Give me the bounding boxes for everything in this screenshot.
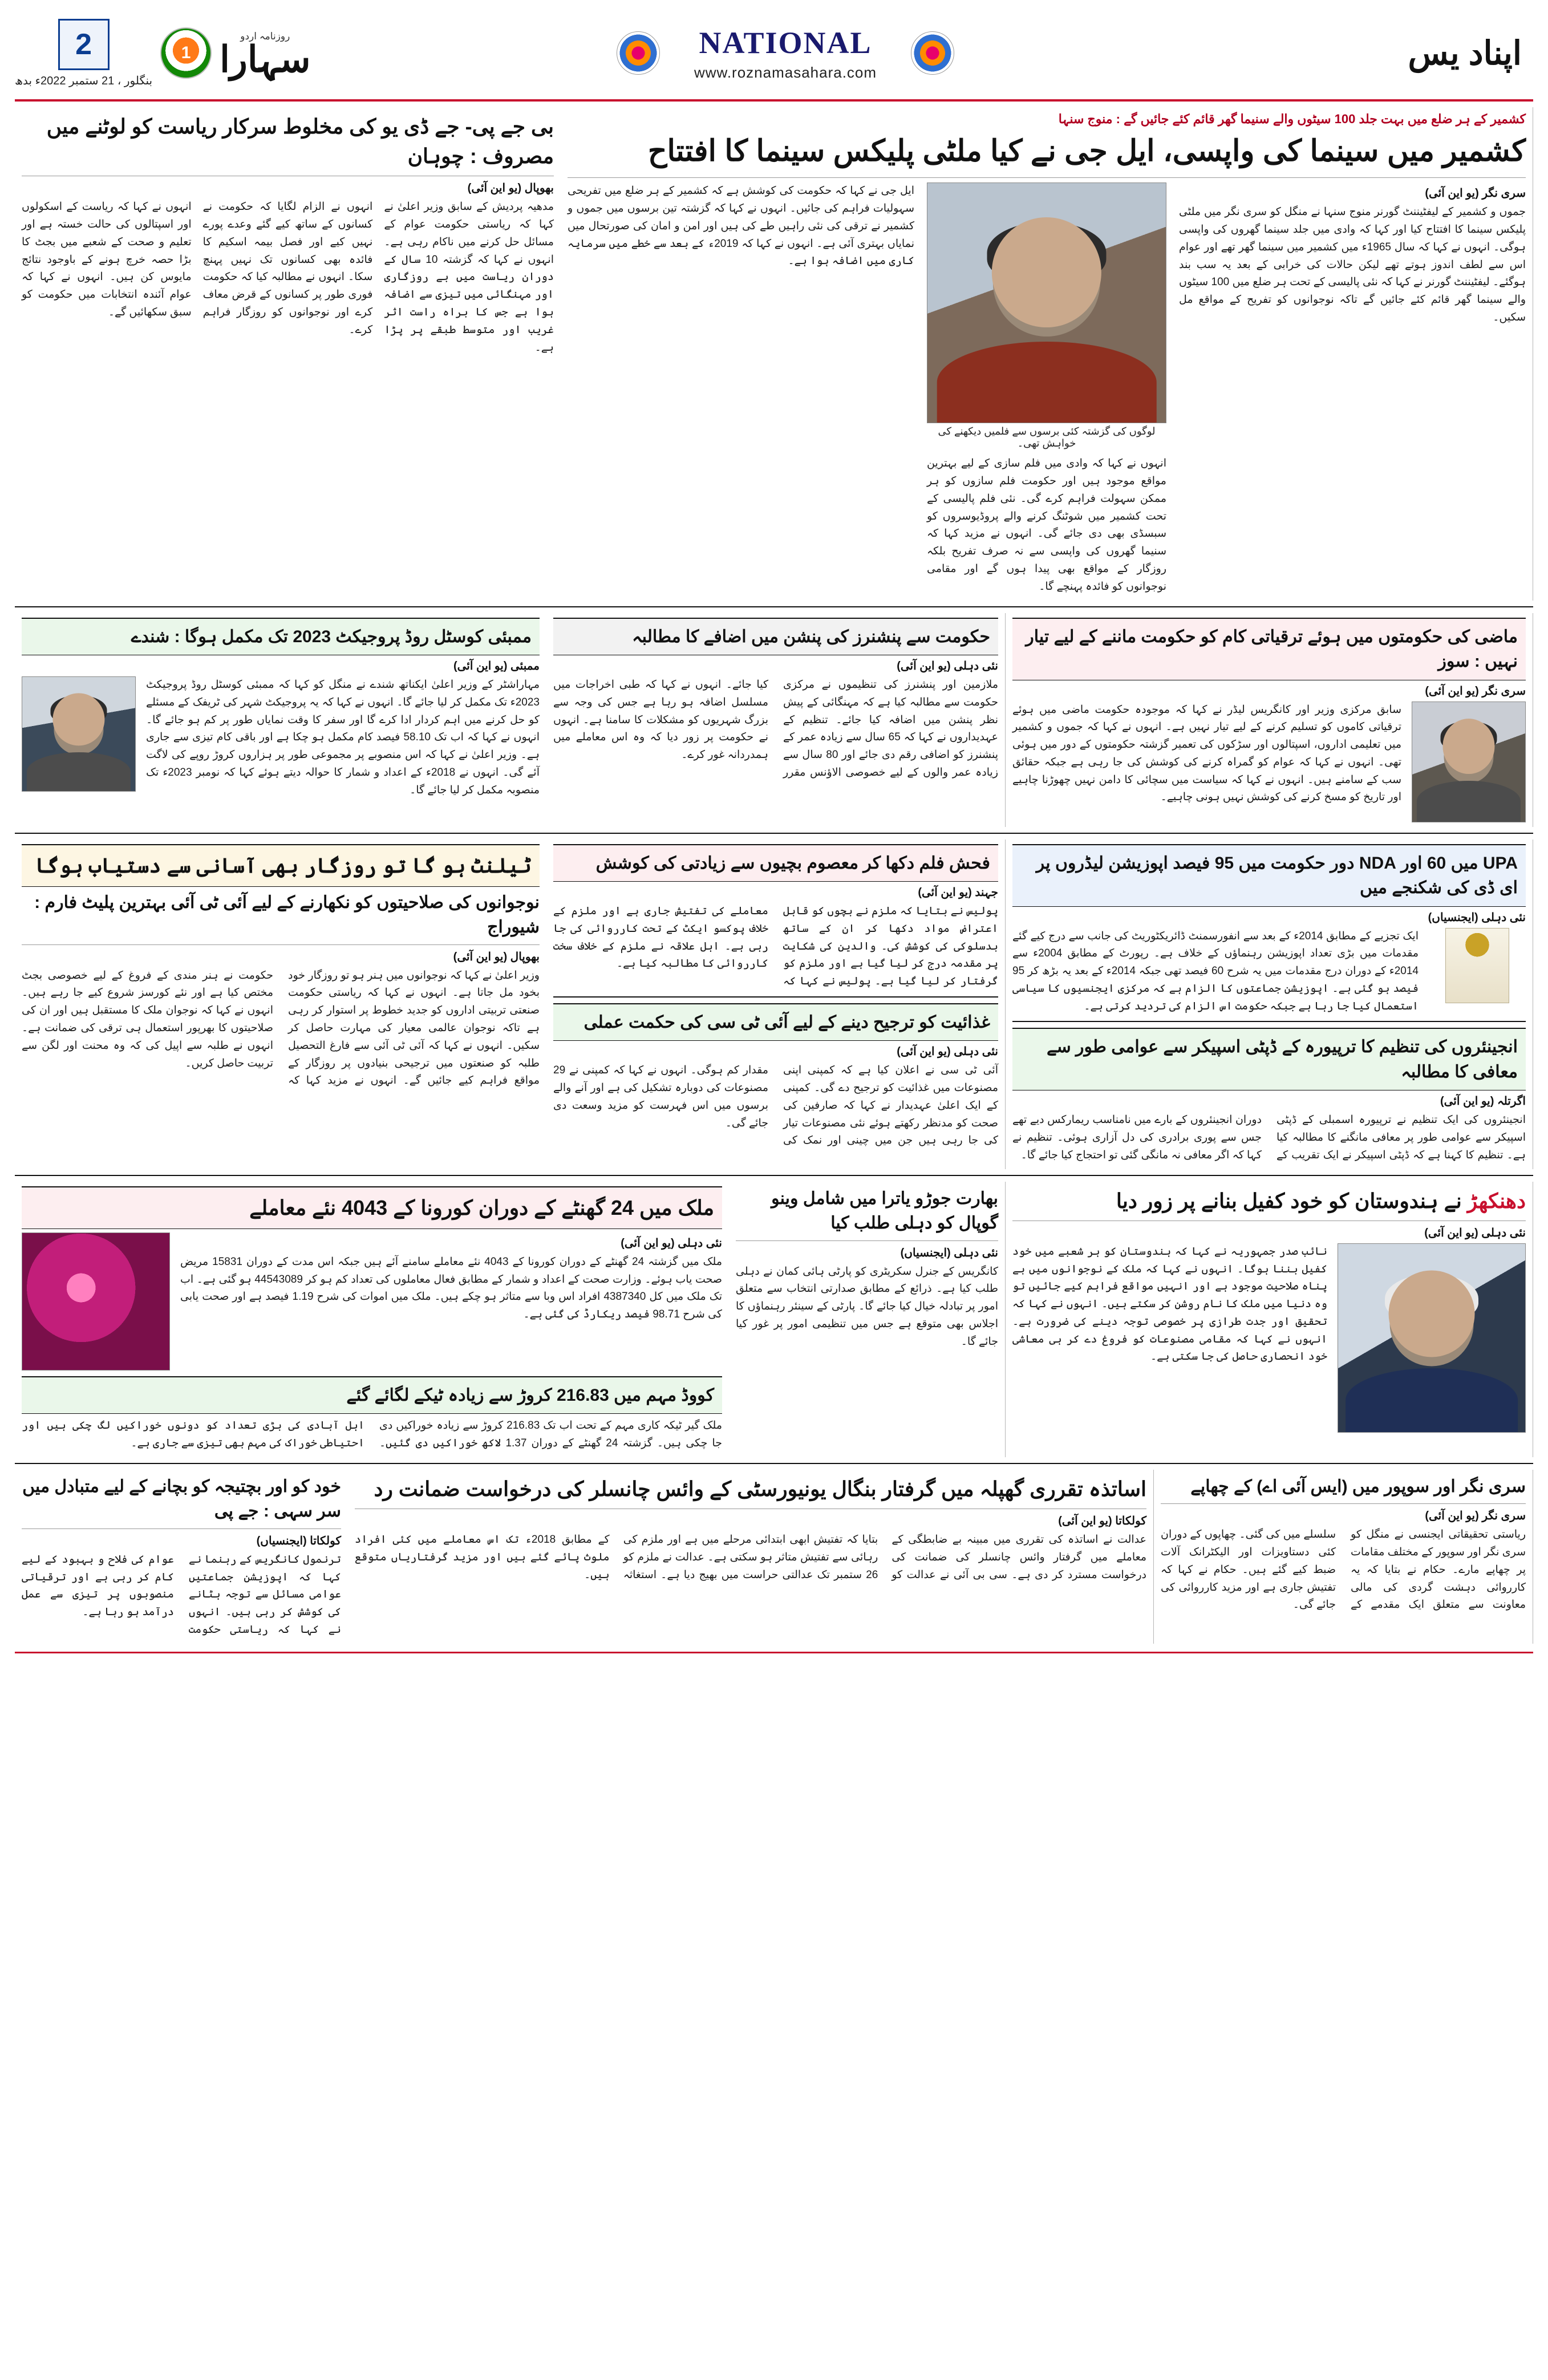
apna-des-title: اپناد یس: [1408, 35, 1522, 72]
masthead-left-logo: [15, 10, 334, 96]
article-dhankhar-byline: نئی دہلی (یو این آئی): [1424, 1226, 1526, 1239]
article-coastal-road-body: مہاراشٹر کے وزیر اعلیٰ ایکناتھ شندے نے منگل کو کہا کہ ممبئی کوسٹل روڈ پروجیکٹ 2023ء تک مکمل کر لیا جائے گا۔ انہوں نے کہا کہ یہ پروجیکٹ شہر کی ٹریفک کے مسئلے کو حل کرنے میں اہم کردار ادا کرے گا اور سفر کا وقت نمایاں طور پر کم ہو جائے گا۔ انہوں نے کہا کہ اب تک 58.10 فیصد کام مکمل ہو چکا ہے اور باقی کام تیزی سے جاری ہے۔ وزیر اعلیٰ نے کہا کہ اس منصوبے پر مجموعی طور پر ہزاروں کروڑ روپے کی لاگت آئے گی۔ انہوں نے 2018ء کے اعداد و شمار کا حوالہ دیتے ہوئے کہا کہ نومبر 2023ء تک منصوبہ مکمل کر لیا جائے گا۔: [146, 679, 540, 796]
article-itc-nutrition-byline: نئی دہلی (یو این آئی): [897, 1045, 998, 1059]
article-bjp-jdu-col2: انہوں نے الزام لگایا کہ حکومت نے کسانوں کے ساتھ کیے گئے وعدے پورے نہیں کیے اور فصل بیمہ اسکیم کا فائدہ بھی کسانوں تک نہیں پہنچ سکا۔ انہوں نے مطالبہ کیا کہ حکومت فوری طور پر کسانوں کے قرض معاف کرے اور نوجوانوں کو روزگار فراہم کرے۔: [202, 201, 373, 336]
article-cinema-photo: [927, 183, 1166, 423]
article-pension-headline: حکومت سے پنشنرز کی پنشن میں اضافے کا مطالبہ: [553, 618, 998, 656]
footer-rule: [15, 1652, 1533, 1653]
article-covid: [15, 1182, 729, 1457]
band-3: [15, 840, 1533, 1169]
article-obscene-film-body: پولیس نے بتایا کہ ملزم نے بچوں کو قابل اعتراض مواد دکھا کر ان کے ساتھ بدسلوکی کی کوشش کی۔ والدین کی شکایت پر مقدمہ درج کر لیا گیا ہے اور ملزم کو گرفتار کر لیا گیا ہے۔ پولیس نے کہا کہ معاملے کی تفتیش جاری ہے اور ملزم کے خلاف پوکسو ایکٹ کے تحت کارروائی کی جا رہی ہے۔ اہل علاقہ نے ملزم کے خلاف سخت کارروائی کا مطالبہ کیا ہے۔: [553, 905, 998, 988]
masthead-right-title: [1237, 10, 1533, 96]
article-obscene-film-headline: فحش فلم دکھا کر معصوم بچیوں سے زیادتی کی کوشش: [553, 844, 998, 882]
masthead-center: [334, 10, 1237, 96]
article-cinema-headline: کشمیر میں سینما کی واپسی، ایل جی نے کیا ملٹی پلیکس سینما کا افتتاح: [647, 135, 1526, 168]
article-itc-nutrition-headline: غذائیت کو ترجیح دینے کے لیے آئی ٹی سی کی حکمت عملی: [553, 1003, 998, 1041]
article-dhankhar-body: نائب صدر جمہوریہ نے کہا کہ ہندوستان کو ہر شعبے میں خود کفیل بننا ہوگا۔ انہوں نے کہا کہ ملک کے نوجوانوں میں بے پناہ صلاحیت موجود ہے اور انہیں مواقع فراہم کیے جائیں تو وہ دنیا میں ملک کا نام روشن کر سکتے ہیں۔ انہوں نے کہا کہ تحقیق اور جدت طرازی پر خصوصی توجہ دینے کی ضرورت ہے۔ انہوں نے کہا کہ مقامی مصنوعات کو فروغ دے کر ہی معاشی خود انحصاری حاصل کی جا سکتی ہے۔: [1012, 1245, 1327, 1363]
article-soz-byline: سری نگر (یو این آئی): [1425, 684, 1526, 698]
article-vc-bail-byline: کولکاتا (یو این آئی): [1058, 1515, 1146, 1528]
article-talent: [15, 840, 546, 1169]
coronavirus-photo: [22, 1232, 170, 1371]
article-bjp-jdu-col1: مدھیہ پردیش کے سابق وزیر اعلیٰ نے کہا کہ ریاستی حکومت عوام کے مسائل حل کرنے میں ناکام رہی ہے۔ انہوں نے کہا کہ گزشتہ 10 سال کے دوران ریاست میں بے روزگاری اور مہنگائی میں تیزی سے اضافہ ہوا ہے جس کا براہ راست اثر غریب اور متوسط طبقے پر پڑا ہے۔: [384, 201, 554, 354]
article-bengal-statement-body: ترنمول کانگریس کے رہنما نے کہا کہ اپوزیشن جماعتیں عوامی مسائل سے توجہ ہٹانے کی کوشش کر رہی ہیں۔ انہوں نے کہا کہ ریاستی حکومت عوام کی فلاح و بہبود کے لیے کام کر رہی ہے اور ترقیاتی منصوبوں پر تیزی سے عمل درآمد ہو رہا ہے۔: [22, 1553, 341, 1636]
article-talent-headline: ٹیلنٹ ہو گا تو روزگار بھی آسانی سے دستیاب ہوگا: [22, 844, 540, 887]
article-bjp-jdu-headline: بی جے پی- جے ڈی یو کی مخلوط سرکار ریاست کو لوٹنے میں مصروف : چوہان: [46, 115, 554, 168]
article-venugopal-headline: بھارت جوڑو یاترا میں شامل وینو گوپال کو دہلی طلب کیا: [771, 1189, 998, 1233]
article-ed-cases: [1006, 840, 1533, 1169]
article-pension: [546, 613, 1006, 827]
article-cinema-body-left: ایل جی نے کہا کہ حکومت کی کوشش ہے کہ کشمیر کے ہر ضلع میں تفریحی سہولیات فراہم کی جائیں۔ انہوں نے کہا کہ گزشتہ تین برسوں میں جموں و کشمیر نے ترقی کی نئی راہیں طے کی ہیں اور امن و امان کی صورتحال میں نمایاں بہتری آئی ہے۔ انہوں نے کہا کہ 2019ء کے بعد سے خطے میں سرمایہ کاری میں اضافہ ہوا ہے۔: [568, 185, 914, 267]
website-url[interactable]: www.roznamasahara.com: [694, 63, 877, 81]
dateline: بنگلور ، 21 ستمبر 2022ء بدھ: [15, 74, 153, 87]
article-engineers-body: انجینئروں کی ایک تنظیم نے ترپیورہ اسمبلی کے ڈپٹی اسپیکر سے عوامی طور پر معافی مانگنے کا مطالبہ کیا ہے۔ تنظیم کا کہنا ہے کہ ڈپٹی اسپیکر نے ایک تقریب کے دوران انجینئروں کے بارے میں نامناسب ریمارکس دیے تھے جس سے پوری برادری کی دل آزاری ہوئی۔ تنظیم نے کہا کہ اگر معافی نہ مانگی گئی تو احتجاج کیا جائے گا۔: [1012, 1114, 1526, 1161]
section-title: NATIONAL: [699, 25, 872, 60]
article-sia-raids-headline: سری نگر اور سوپور میں (ایس آئی اے) کے چھاپے: [1190, 1477, 1526, 1496]
article-dhankhar-headline-prefix: دھنکھڑ: [1467, 1189, 1526, 1213]
article-talent-body: وزیر اعلیٰ نے کہا کہ نوجوانوں میں ہنر ہو تو روزگار خود بخود مل جاتا ہے۔ انہوں نے کہا کہ ریاستی حکومت صنعتی تربیتی اداروں کو جدید خطوط پر استوار کر رہی ہے تاکہ نوجوان عالمی معیار کی مہارت حاصل کر سکیں۔ انہوں نے کہا کہ آئی ٹی آئی سے فارغ التحصیل طلبہ کو صنعتوں میں ترجیحی بنیادوں پر روزگار کے مواقع فراہم کیے جائیں گے۔ انہوں نے مزید کہا کہ حکومت نے ہنر مندی کے فروغ کے لیے خصوصی بجٹ مختص کیا ہے اور نئے کورسز شروع کیے جا رہے ہیں۔ انہوں نے کہا کہ نوجوان ملک کا مستقبل ہیں اور ان کی صلاحیتوں کا بھرپور استعمال ہی ترقی کی ضمانت ہے۔ انہوں نے طلبہ سے اپیل کی کہ وہ محنت اور لگن سے تربیت حاصل کریں۔: [22, 969, 540, 1087]
article-itc-nutrition-body: آئی ٹی سی نے اعلان کیا ہے کہ کمپنی اپنی مصنوعات میں غذائیت کو ترجیح دے گی۔ کمپنی کے ایک اعلیٰ عہدیدار نے کہا کہ صارفین کی صحت کو مدنظر رکھتے ہوئے نئی مصنوعات تیار کی جا رہی ہیں جن میں چینی اور نمک کی مقدار کم ہوگی۔ انہوں نے کہا کہ کمپنی نے 29 مصنوعات کی دوبارہ تشکیل کی ہے اور آنے والے برسوں میں اس فہرست کو مزید وسعت دی جائے گی۔: [553, 1064, 998, 1147]
article-covid-sub-headline: کووڈ مہم میں 216.83 کروڑ سے زیادہ ٹیکے لگائے گئے: [22, 1376, 722, 1414]
page-number: 2: [58, 19, 110, 70]
article-dhankhar-photo: [1338, 1243, 1526, 1433]
article-bjp-jdu: [15, 107, 561, 601]
article-cinema: [561, 107, 1533, 601]
article-vc-bail-body: عدالت نے اساتذہ کی تقرری میں مبینہ بے ضابطگی کے معاملے میں گرفتار وائس چانسلر کی ضمانت کی درخواست مسترد کر دی ہے۔ سی بی آئی نے عدالت کو بتایا کہ تفتیش ابھی ابتدائی مرحلے میں ہے اور ملزم کی رہائی سے تفتیش متاثر ہو سکتی ہے۔ عدالت نے ملزم کو 26 ستمبر تک عدالتی حراست میں بھیج دیا ہے۔ استغاثہ کے مطابق 2018ء تک اس معاملے میں کئی افراد ملوث پائے گئے ہیں اور مزید گرفتاریاں متوقع ہیں۔: [355, 1534, 1146, 1581]
article-soz: [1006, 613, 1533, 827]
band-2: [15, 613, 1533, 827]
article-bengal-statement-byline: کولکاتا (ایجنسیاں): [256, 1534, 341, 1547]
article-dhankhar: [1006, 1182, 1533, 1457]
article-bjp-jdu-col3: انہوں نے کہا کہ ریاست کے اسکولوں اور اسپتالوں کی حالت خستہ ہے اور تعلیم و صحت کے شعبے میں بجٹ کا بڑا حصہ خرچ ہونے کے باوجود نتائج مایوس کن ہیں۔ انہوں نے کہا کہ عوام آئندہ انتخابات میں حکومت کو سبق سکھائیں گے۔: [21, 201, 192, 318]
article-covid-byline: نئی دہلی (یو این آئی): [621, 1236, 722, 1250]
article-sia-raids-byline: سری نگر (یو این آئی): [1425, 1510, 1526, 1523]
article-ed-cases-byline: نئی دہلی (ایجنسیاں): [1428, 911, 1526, 924]
paper-name: سہارا: [220, 38, 311, 80]
masthead: [15, 10, 1533, 102]
national-emblem-icon: [1445, 928, 1509, 1003]
article-soz-body: سابق مرکزی وزیر اور کانگریس لیڈر نے کہا کہ موجودہ حکومت ماضی میں ہوئے ترقیاتی کاموں کو تسلیم کرنے کے لیے تیار نہیں ہے۔ انہوں نے کہا کہ جموں و کشمیر میں تعلیمی اداروں، اسپتالوں اور سڑکوں کی تعمیر گزشتہ حکومتوں کے دور میں ہوئی تھی۔ انہوں نے کہا کہ عوام کو گمراہ کرنے کی کوشش کی جا رہی ہے جبکہ حقائق سب کے سامنے ہیں۔ انہوں نے کہا کہ سیاست میں سچائی کا دامن نہیں چھوڑنا چاہیے اور تاریخ کو مسخ کرنے کی کوشش نہیں ہونی چاہیے۔: [1012, 703, 1401, 804]
article-ed-cases-headline: UPA میں 60 اور NDA دور حکومت میں 95 فیصد اپوزیشن لیڈروں پر ای ڈی کی شکنجے میں: [1012, 844, 1526, 907]
paper-sub-title: روزنامہ اردو: [240, 30, 290, 42]
article-engineers-headline: انجینئروں کی تنظیم کا ترپیورہ کے ڈپٹی اسپیکر سے عوامی طور سے معافی کا مطالبہ: [1012, 1028, 1526, 1090]
rosette-left-icon: [911, 31, 954, 75]
article-coastal-road-byline: ممبئی (یو این آئی): [453, 660, 540, 673]
article-soz-headline: ماضی کی حکومتوں میں ہوئے ترقیاتی کام کو حکومت ماننے کے لیے تیار نہیں : سوز: [1012, 618, 1526, 680]
article-cinema-kicker: کشمیر کے ہر ضلع میں بہت جلد 100 سیٹوں والے سنیما گھر قائم کئے جائیں گے : منوج سنہا: [1058, 112, 1526, 126]
article-pension-body: ملازمین اور پنشنرز کی تنظیموں نے مرکزی حکومت سے مطالبہ کیا ہے کہ مہنگائی کے پیش نظر پنشن میں اضافہ کیا جائے۔ تنظیم کے عہدیداروں نے کہا کہ 65 سال سے زیادہ عمر کے پنشنرز کو اضافی رقم دی جائے اور 80 سال سے زیادہ عمر والوں کے لیے خصوصی الاؤنس مقرر کیا جائے۔ انہوں نے کہا کہ طبی اخراجات میں مسلسل اضافہ ہو رہا ہے جس کی وجہ سے بزرگ شہریوں کو مشکلات کا سامنا ہے۔ انہوں نے حکومت پر زور دیا کہ وہ اس معاملے میں ہمدردانہ غور کرے۔: [553, 679, 998, 779]
article-coastal-road: [15, 613, 546, 827]
article-talent-subhead: نوجوانوں کی صلاحیتوں کو نکھارنے کے لیے آئی ٹی آئی بہترین پلیٹ فارم : شیوراج: [34, 893, 540, 937]
article-bengal-statement-headline: خود کو اور بچتیجہ کو بچانے کے لیے متبادل میں سر سہی : جے پی: [22, 1477, 341, 1521]
article-cinema-body-mid: انہوں نے کہا کہ وادی میں فلم سازی کے لیے بہترین مواقع موجود ہیں اور حکومت فلم سازوں کو ہر ممکن سہولت فراہم کرے گی۔ نئی فلم پالیسی کے تحت کشمیر میں شوٹنگ کرنے والے پروڈیوسروں کو سبسڈی بھی دی جائے گی۔ انہوں نے مزید کہا کہ سنیما گھروں کی واپسی سے نہ صرف تفریح بلکہ روزگار کے مواقع بھی پیدا ہوں گے اور مقامی نوجوانوں کو فائدہ پہنچے گا۔: [927, 457, 1166, 593]
article-dhankhar-headline-rest: نے ہندوستان کو خود کفیل بنانے پر زور دیا: [1116, 1189, 1462, 1213]
article-engineers-byline: اگرتلہ (یو این آئی): [1440, 1095, 1526, 1108]
article-venugopal-body: کانگریس کے جنرل سکریٹری کو پارٹی ہائی کمان نے دہلی طلب کیا ہے۔ ذرائع کے مطابق صدارتی انتخاب سے متعلق امور پر تبادلہ خیال کیا جائے گا۔ پارٹی کے سینئر رہنماؤں کا اجلاس بھی متوقع ہے جس میں تنظیمی امور پر غور کیا جائے گا۔: [736, 1265, 998, 1348]
article-covid-sub-body: ملک گیر ٹیکہ کاری مہم کے تحت اب تک 216.83 کروڑ سے زیادہ خوراکیں دی جا چکی ہیں۔ گزشتہ 24 گھنٹے کے دوران 1.37 لاکھ خوراکیں دی گئیں۔ اہل آبادی کی بڑی تعداد کو دونوں خوراکیں لگ چکی ہیں اور احتیاطی خوراک کی مہم بھی تیزی سے جاری ہے۔: [22, 1420, 722, 1450]
paper-logo: [220, 29, 310, 78]
article-venugopal: [729, 1182, 1006, 1457]
band-1: [15, 107, 1533, 601]
article-vc-bail: [348, 1470, 1154, 1644]
article-sia-raids: [1154, 1470, 1533, 1644]
article-soz-photo: [1412, 702, 1526, 822]
article-sia-raids-body: ریاستی تحقیقاتی ایجنسی نے منگل کو سری نگر اور سوپور کے مختلف مقامات پر چھاپے مارے۔ حکام نے بتایا کہ یہ کارروائی دہشت گردی کی مالی معاونت سے متعلق ایک مقدمے کے سلسلے میں کی گئی۔ چھاپوں کے دوران کئی دستاویزات اور الیکٹرانک آلات ضبط کیے گئے ہیں۔ حکام نے کہا کہ تفتیش جاری ہے اور مزید کارروائی کی جائے گی۔: [1161, 1528, 1526, 1611]
article-cinema-body-right: جموں و کشمیر کے لیفٹیننٹ گورنر منوج سنہا نے منگل کو سری نگر میں ملٹی پلیکس سینما کا افتتاح کیا اور کہا کہ وادی میں جلد سینما گھروں کی واپسی ہوگی۔ انہوں نے کہا کہ سال 1965ء میں کشمیر میں سینما گھر تھے اور عوام اس سے لطف اندوز ہوتے تھے لیکن حالات کی خرابی کے بعد یہ سب بند ہوگئے۔ لیفٹیننٹ گورنر نے کہا کہ نئی پالیسی کے تحت ہر ضلع میں 100 سیٹوں والے سینما گھر قائم کئے جائیں گے تاکہ نوجوانوں کو تفریح کے مواقع مل سکیں۔: [1179, 206, 1526, 323]
article-obscene-film-byline: جہند (یو این آئی): [918, 886, 998, 899]
rosette-right-icon: [617, 31, 660, 75]
sahara-emblem-icon: 1: [160, 27, 212, 79]
article-bjp-jdu-byline: بھوپال (یو این آئی): [467, 182, 554, 195]
band-5: [15, 1470, 1533, 1644]
article-pension-byline: نئی دہلی (یو این آئی): [897, 660, 998, 673]
article-coastal-road-photo: [22, 676, 136, 792]
article-vc-bail-headline: اساتذہ تقرری گھپلہ میں گرفتار بنگال یونیورسٹی کے وائس چانسلر کی درخواست ضمانت رد: [374, 1477, 1146, 1501]
article-talent-byline: بھوپال (یو این آئی): [453, 950, 540, 963]
article-coastal-road-headline: ممبئی کوسٹل روڈ پروجیکٹ 2023 تک مکمل ہوگا : شندے: [22, 618, 540, 656]
band-4: [15, 1182, 1533, 1457]
article-cinema-caption: لوگوں کی گزشتہ کئی برسوں سے فلمیں دیکھنے کی خواہش تھی۔: [938, 425, 1156, 449]
article-covid-body: ملک میں گزشتہ 24 گھنٹے کے دوران کورونا کے 4043 نئے معاملے سامنے آئے ہیں جبکہ اس مدت کے دوران 15831 مریض صحت یاب ہوئے۔ وزارت صحت کے اعداد و شمار کے مطابق فعال معاملوں کی تعداد کم ہو کر 44543089 ہو گئی ہے۔ اب تک ملک میں کل 4387340 افراد اس وبا سے متاثر ہو چکے ہیں۔ ملک میں اموات کی شرح 1.19 فیصد ہے اور صحت یابی کی شرح 98.71 فیصد ریکارڈ کی گئی ہے۔: [180, 1255, 723, 1321]
article-bengal-statement: [15, 1470, 348, 1644]
article-dhankhar-headline: [1012, 1186, 1526, 1216]
article-cinema-byline: سری نگر (یو این آئی): [1425, 187, 1526, 200]
article-obscene-film: [546, 840, 1006, 1169]
article-ed-cases-body: ایک تجزیے کے مطابق 2014ء کے بعد سے انفورسمنٹ ڈائریکٹوریٹ کی جانب سے درج کیے گئے مقدمات میں بڑی تعداد اپوزیشن رہنماؤں کے خلاف ہے۔ رپورٹ کے مطابق 2004ء سے 2014ء کے دوران درج مقدمات میں یہ شرح 60 فیصد تھی جبکہ 2014ء کے بعد یہ بڑھ کر 95 فیصد ہو گئی ہے۔ اپوزیشن جماعتوں کا الزام ہے کہ مرکزی ایجنسیوں کا سیاسی استعمال کیا جا رہا ہے جبکہ حکومت اس الزام کی تردید کرتی ہے۔: [1012, 930, 1419, 1012]
article-covid-headline: ملک میں 24 گھنٹے کے دوران کورونا کے 4043 نئے معاملے: [22, 1186, 722, 1229]
article-venugopal-byline: نئی دہلی (ایجنسیاں): [900, 1246, 998, 1259]
